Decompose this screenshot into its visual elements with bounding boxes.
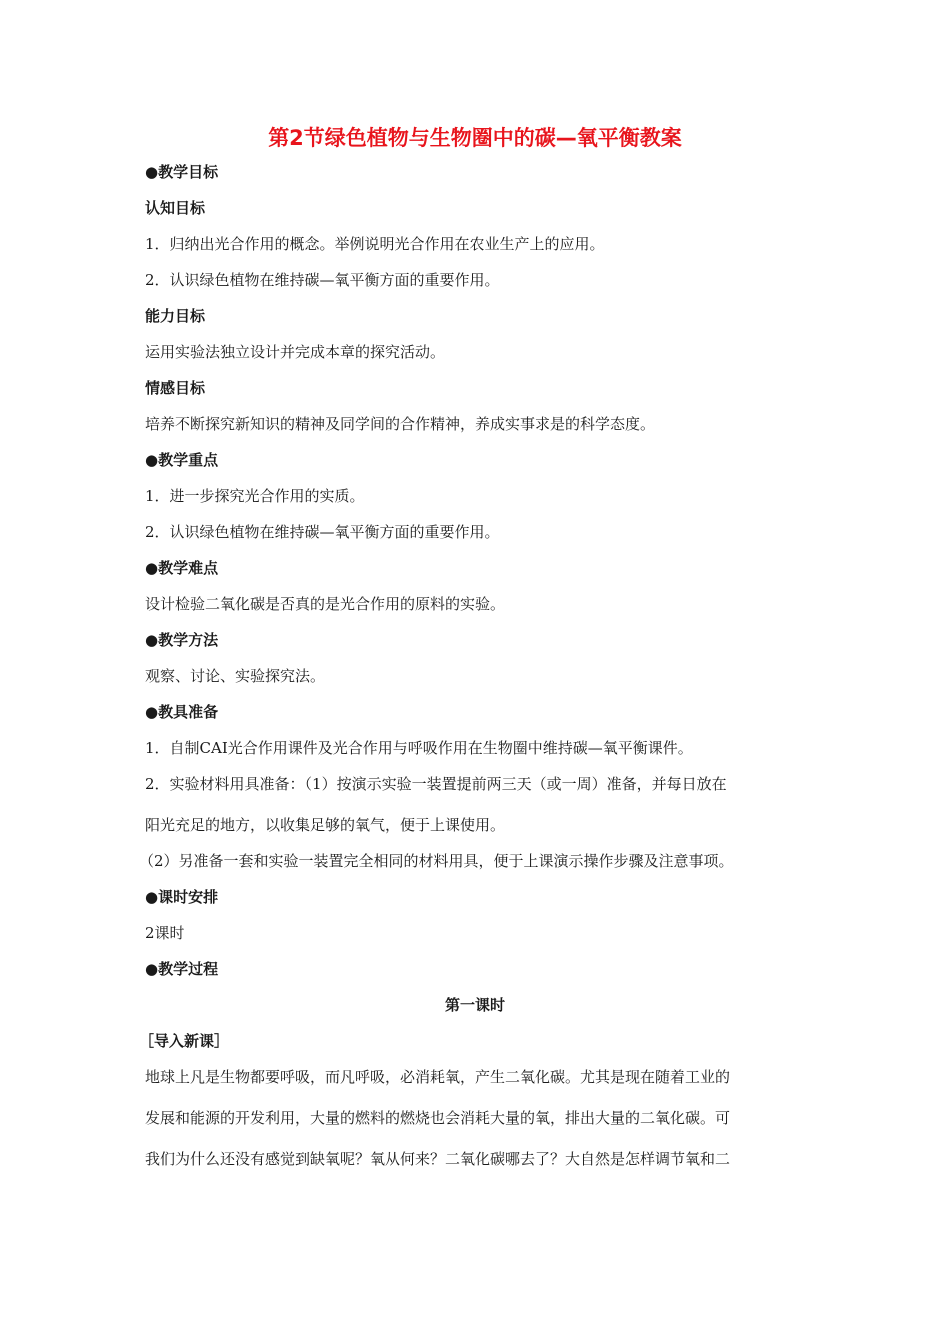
paragraph-line: 2课时: [145, 924, 185, 942]
paragraph-line: 地球上凡是生物都要呼吸，而凡呼吸，必消耗氧，产生二氧化碳。尤其是现在随着工业的: [145, 1068, 731, 1086]
section-heading-teaching-goals: ●教学目标: [145, 163, 219, 181]
subheading-introduction: ［导入新课］: [139, 1032, 230, 1050]
paragraph-line: 发展和能源的开发利用，大量的燃料的燃烧也会消耗大量的氧，排出大量的二氧化碳。可: [145, 1109, 731, 1127]
section-heading-methods: ●教学方法: [145, 631, 219, 649]
paragraph-line: 2．认识绿色植物在维持碳—氧平衡方面的重要作用。: [145, 271, 500, 289]
paragraph-line: 2．认识绿色植物在维持碳—氧平衡方面的重要作用。: [145, 523, 500, 541]
paragraph-line: 设计检验二氧化碳是否真的是光合作用的原料的实验。: [145, 595, 506, 613]
subheading-emotional-goals: 情感目标: [145, 379, 206, 397]
paragraph-line: 运用实验法独立设计并完成本章的探究活动。: [145, 343, 446, 361]
document-title: 第2节绿色植物与生物圈中的碳—氧平衡教案: [268, 126, 682, 150]
section-heading-key-points: ●教学重点: [145, 451, 219, 469]
paragraph-line: 观察、讨论、实验探究法。: [145, 667, 326, 685]
subheading-cognitive-goals: 认知目标: [145, 199, 206, 217]
paragraph-line: 1．归纳出光合作用的概念。举例说明光合作用在农业生产上的应用。: [145, 235, 605, 253]
paragraph-line: 2．实验材料用具准备：（1）按演示实验一装置提前两三天（或一周）准备，并每日放在: [145, 775, 727, 793]
subheading-ability-goals: 能力目标: [145, 307, 206, 325]
section-heading-difficulties: ●教学难点: [145, 559, 219, 577]
paragraph-line: 阳光充足的地方，以收集足够的氧气，便于上课使用。: [145, 816, 506, 834]
paragraph-line: （2）另准备一套和实验一装置完全相同的材料用具，便于上课演示操作步骤及注意事项。: [139, 852, 734, 870]
section-heading-materials: ●教具准备: [145, 703, 219, 721]
section-heading-process: ●教学过程: [145, 960, 219, 978]
paragraph-line: 我们为什么还没有感觉到缺氧呢？氧从何来？二氧化碳哪去了？大自然是怎样调节氧和二: [145, 1150, 731, 1168]
paragraph-line: 1．进一步探究光合作用的实质。: [145, 487, 365, 505]
section-heading-schedule: ●课时安排: [145, 888, 219, 906]
paragraph-line: 培养不断探究新知识的精神及同学间的合作精神，养成实事求是的科学态度。: [145, 415, 656, 433]
paragraph-line: 1．自制CAI光合作用课件及光合作用与呼吸作用在生物圈中维持碳—氧平衡课件。: [145, 739, 693, 757]
lesson-heading-first-period: 第一课时: [444, 996, 505, 1014]
